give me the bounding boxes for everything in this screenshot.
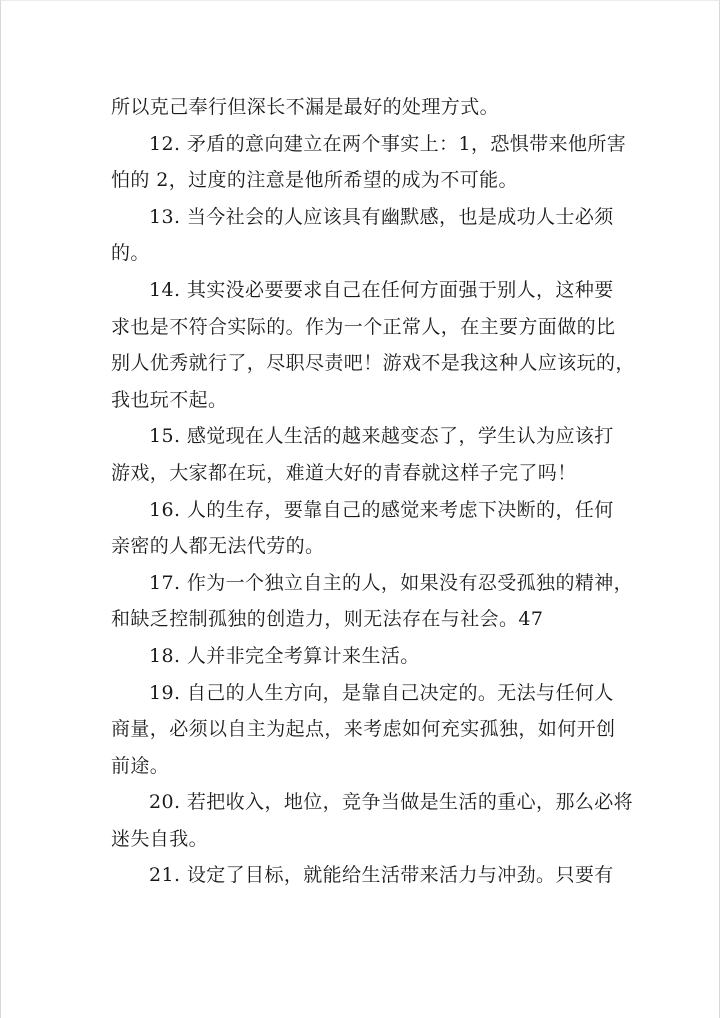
paragraph [111, 126, 627, 199]
text-line: 我也玩不起。 [111, 388, 228, 411]
paragraph [111, 565, 634, 638]
paragraph [111, 199, 621, 272]
text-line: 的。 [111, 242, 150, 265]
text-line: 15. 感觉现在人生活的越来越变态了，学生认为应该打 [149, 425, 614, 448]
text-line: 商量，必须以自主为起点，来考虑如何充实孤独，如何开创 [111, 718, 616, 741]
text-line: 和缺乏控制孤独的创造力，则无法存在与社会。47 [111, 608, 544, 631]
text-line: 18. 人并非完全考算计来生活。 [149, 644, 420, 667]
text-line: 16. 人的生存，要靠自己的感觉来考虑下决断的，任何 [149, 498, 614, 521]
text-line: 21. 设定了目标，就能给生活带来活力与冲劲。只要有 [149, 864, 614, 887]
paragraph [111, 492, 621, 565]
text-line: 怕的 2，过度的注意是他所希望的成为不可能。 [111, 169, 518, 192]
text-line: 14. 其实没必要要求自己在任何方面强于别人，这种要 [149, 278, 614, 301]
text-line: 19. 自己的人生方向，是靠自己决定的。无法与任何人 [149, 681, 614, 704]
text-line: 迷失自我。 [111, 827, 209, 850]
text-line: 亲密的人都无法代劳的。 [111, 535, 325, 558]
paragraph [111, 418, 621, 491]
text-line: 别人优秀就行了，尽职尽责吧！游戏不是我这种人应该玩的， [111, 352, 635, 375]
paragraph [111, 675, 621, 785]
text-line: 17. 作为一个独立自主的人，如果没有忍受孤独的精神， [149, 571, 634, 594]
text-line: 前途。 [111, 754, 170, 777]
paragraph [111, 638, 621, 675]
document-body [111, 89, 635, 894]
paragraph [111, 784, 634, 857]
text-line: 求也是不符合实际的。作为一个正常人，在主要方面做的比 [111, 315, 616, 338]
paragraph [111, 272, 635, 418]
text-line: 所以克己奉行但深长不漏是最好的处理方式。 [111, 96, 500, 118]
text-line: 13. 当今社会的人应该具有幽默感，也是成功人士必须 [149, 205, 614, 228]
text-line: 20. 若把收入，地位，竞争当做是生活的重心，那么必将 [149, 791, 634, 814]
text-line: 12. 矛盾的意向建立在两个事实上：1，恐惧带来他所害 [149, 132, 627, 155]
text-line: 游戏，大家都在玩，难道大好的青春就这样子完了吗！ [111, 461, 577, 484]
paragraph [111, 857, 621, 894]
paragraph [111, 89, 621, 126]
